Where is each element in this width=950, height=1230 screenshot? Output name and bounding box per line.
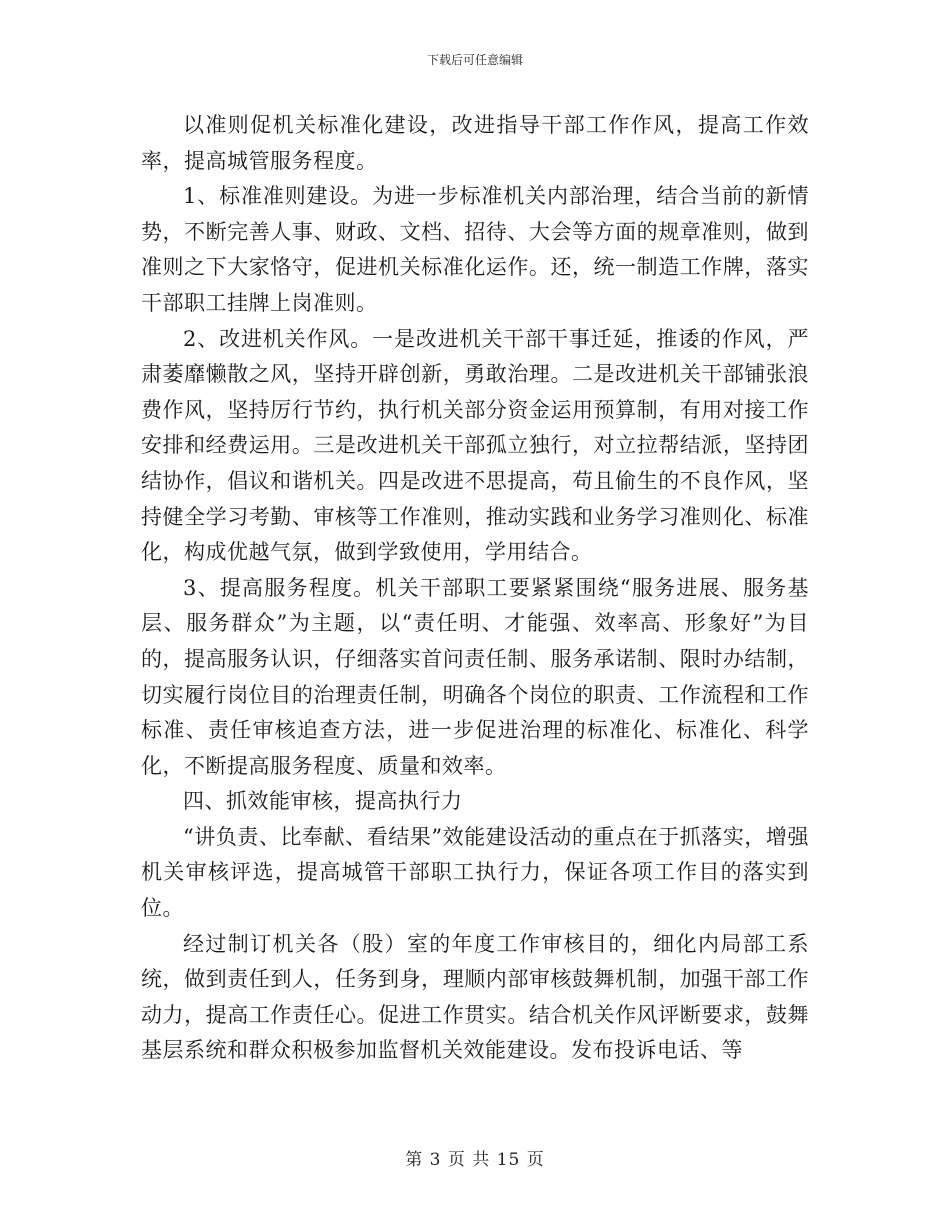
paragraph-standard-rules: 1、标准准则建设。为进一步标准机关内部治理，结合当前的新情势，不断完善人事、财政、文档、招待、大会等方面的规章准则，做到准则之下大家恪守，促进机关标准化运作。还，统一制造工作牌，落实干部职工挂牌上岗准则。 xyxy=(141,184,809,315)
paragraph-service-level: 3、提高服务程度。机关干部职工要紧紧围绕“服务进展、服务基层、服务群众”为主题，以“责任明、才能强、效率高、形象好”为目的，提高服务认识，仔细落实首问责任制、服务承诺制、限时办结制，切实履行岗位目的治理责任制，明确各个岗位的职责、工作流程和工作标准、责任审核追查方法，进一步促进治理的标准化、标准化、科学化，不断提高服务程度、质量和效率。 xyxy=(141,575,809,778)
paragraph-intro: 以准则促机关标准化建设，改进指导干部工作作风，提高工作效率，提高城管服务程度。 xyxy=(141,113,809,173)
document-body xyxy=(141,108,809,1069)
page-header: 下载后可任意编辑 xyxy=(426,53,523,67)
paragraph-improve-style: 2、改进机关作风。一是改进机关干部干事迁延，推诿的作风，严肃萎靡懒散之风，坚持开辟创新，勇敢治理。二是改进机关干部铺张浪费作风，坚持厉行节约，执行机关部分资金运用预算制，有用对接工作安排和经费运用。三是改进机关干部孤立独行，对立拉帮结派，坚持团结协作，倡议和谐机关。四是改进不思提高，苟且偷生的不良作风，坚持健全学习考勤、审核等工作准则，推动实践和业务学习准则化、标准化，构成优越气氛，做到学致使用，学用结合。 xyxy=(141,326,809,565)
page-number: 第 3 页 共 15 页 xyxy=(405,1150,545,1170)
section-heading: 四、抓效能审核，提高执行力 xyxy=(183,789,463,814)
paragraph-efficiency-activity: “讲负责、比奉献、看结果”效能建设活动的重点在于抓落实，增强机关审核评选，提高城管干部职工执行力，保证各项工作目的落实到位。 xyxy=(141,824,809,921)
paragraph-annual-targets: 经过制订机关各（股）室的年度工作审核目的，细化内局部工系统，做到责任到人，任务到身，理顺内部审核鼓舞机制，加强干部工作动力，提高工作责任心。促进工作贯实。结合机关作风评断要求，鼓舞基层系统和群众积极参加监督机关效能建设。发布投诉电话、等 xyxy=(141,931,809,1063)
